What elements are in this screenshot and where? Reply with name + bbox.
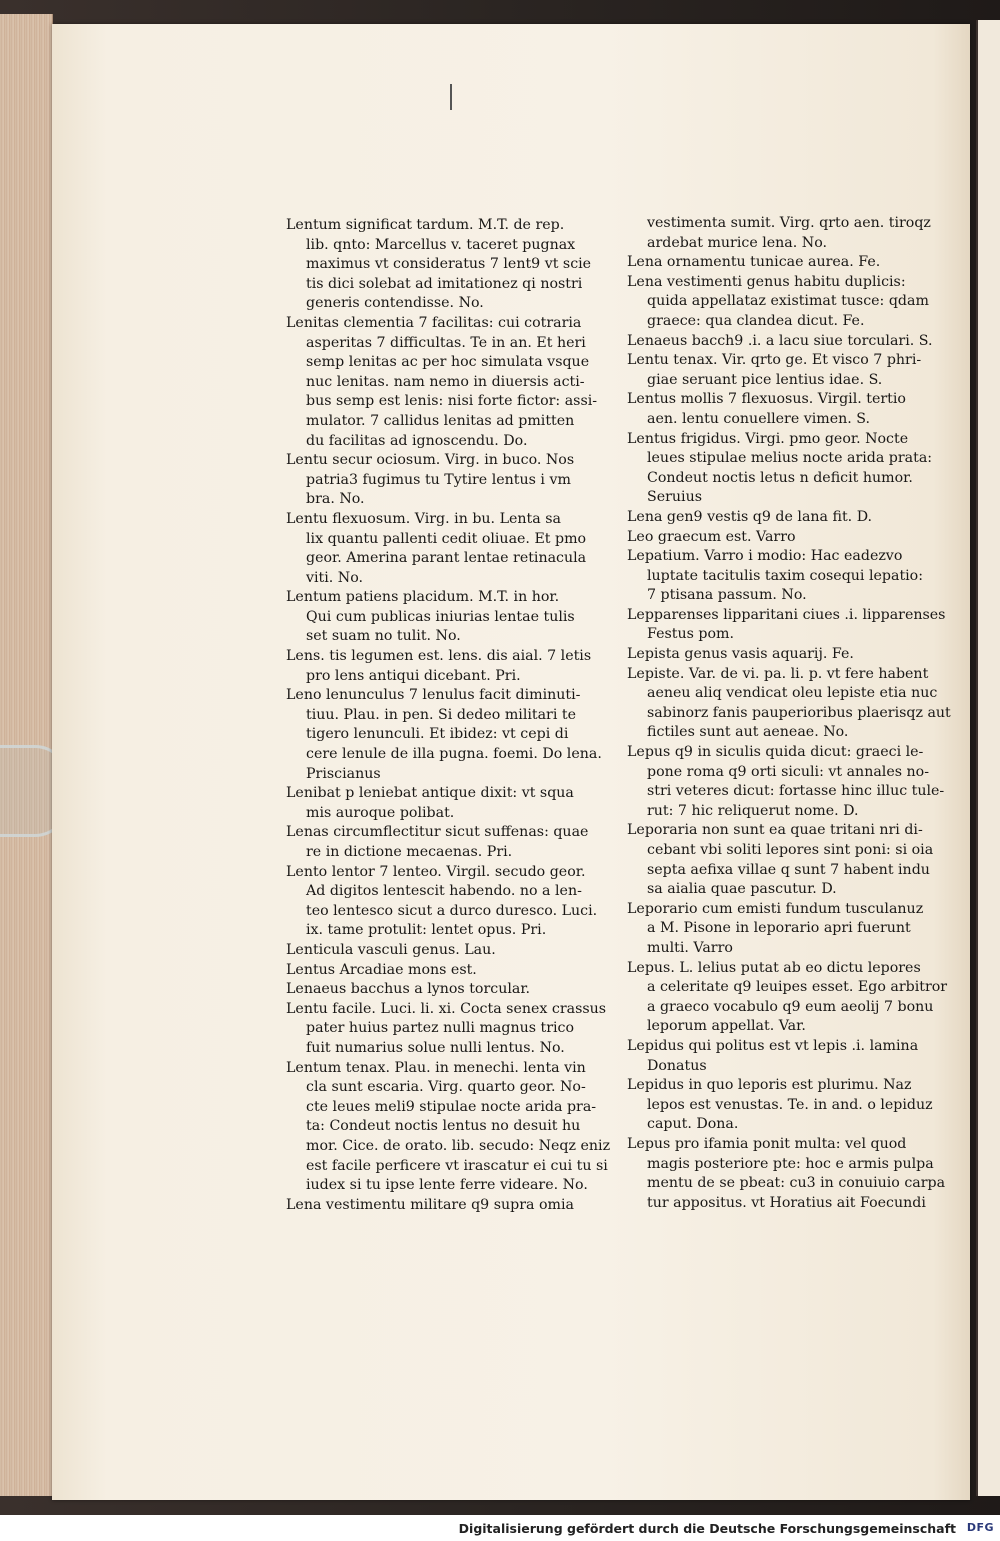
- text-line: Lepatium. Varro i modio: Hac eadezvo: [627, 548, 903, 565]
- text-line: pone roma q9 orti siculi: vt annales no-: [647, 763, 929, 780]
- text-line: Lens. tis legumen est. lens. dis aial. 7 letis: [286, 648, 592, 665]
- text-line: cebant vbi soliti lepores sint poni: si oia: [647, 842, 934, 858]
- text-line: a M. Pisone in leporario apri fuerunt: [647, 920, 911, 937]
- text-line: geor. Amerina parant lentae retinacula: [306, 550, 587, 567]
- adjacent-page-edge: [976, 20, 1000, 1496]
- text-line: Lena gen9 vestis q9 de lana fit. D.: [627, 508, 873, 525]
- text-line: tur appositus. vt Horatius ait Foecundi: [647, 1194, 926, 1211]
- text-line: Lentum significat tardum. M.T. de rep.: [286, 217, 565, 233]
- text-line: stri veteres dicut: fortasse hinc illuc tule-: [647, 783, 945, 800]
- text-line: caput. Dona.: [647, 1116, 739, 1133]
- text-line: Lentum patiens placidum. M.T. in hor.: [286, 589, 560, 606]
- text-line: Ad digitos lentescit habendo. no a len-: [306, 883, 582, 900]
- text-line: iudex si tu ipse lente ferre videare. No.: [306, 1177, 588, 1194]
- text-line: Seruius: [647, 489, 702, 506]
- text-line: patria3 fugimus tu Tytire lentus i vm: [306, 471, 571, 488]
- text-line: Lentus frigidus. Virgi. pmo geor. Nocte: [627, 430, 909, 447]
- text-line: Lepista genus vasis aquarij. Fe.: [627, 646, 854, 663]
- text-line: luptate tacitulis taxim cosequi lepatio:: [647, 567, 923, 584]
- text-line: tis dici solebat ad imitationez qi nostri: [306, 275, 583, 292]
- text-line: maximus vt consideratus 7 lent9 vt scie: [306, 256, 592, 273]
- text-line: lix quantu pallenti cedit oliuae. Et pmo: [306, 530, 587, 547]
- text-line: pro lens antiqui dicebant. Pri.: [306, 667, 521, 684]
- text-line: Lentum tenax. Plau. in menechi. lenta vin: [286, 1059, 586, 1076]
- text-line: graece: qua clandea dicut. Fe.: [647, 312, 865, 329]
- text-line: 7 ptisana passum. No.: [647, 587, 807, 604]
- text-line: fictiles sunt aut aeneae. No.: [647, 724, 849, 741]
- text-line: lepos est venustas. Te. in and. o lepiduz: [647, 1096, 933, 1113]
- text-line: tigero lenunculi. Et ibidez: vt cepi di: [306, 726, 569, 743]
- text-line: leues stipulae melius nocte arida prata:: [647, 450, 933, 467]
- text-line: bus semp est lenis: nisi forte fictor: assi-: [306, 393, 598, 410]
- text-line: mor. Cice. de orato. lib. secudo: Neqz eniz: [306, 1137, 611, 1154]
- text-line: Lentus mollis 7 flexuosus. Virgil. tertio: [627, 391, 906, 408]
- text-line: mis auroque polibat.: [306, 804, 455, 821]
- text-line: vestimenta sumit. Virg. qrto aen. tiroqz: [647, 215, 931, 231]
- text-line: Lentu facile. Luci. li. xi. Cocta senex crassus: [286, 1000, 607, 1017]
- text-line: quida appellataz existimat tusce: qdam: [647, 293, 929, 310]
- text-line: Leno lenunculus 7 lenulus facit diminuti-: [286, 687, 581, 704]
- text-line: Lenaeus bacch9 .i. a lacu siue torculari. S.: [627, 332, 933, 349]
- text-line: ardebat murice lena. No.: [647, 234, 827, 251]
- right-text-column: [627, 214, 967, 1213]
- text-line: Lepus pro ifamia ponit multa: vel quod: [627, 1135, 907, 1152]
- text-line: fuit numarius solue nulli lentus. No.: [306, 1039, 565, 1056]
- text-line: aeneu aliq vendicat oleu lepiste etia nuc: [647, 685, 938, 702]
- text-line: magis posteriore pte: hoc e armis pulpa: [647, 1155, 934, 1172]
- text-line: cere lenule de illa pugna. foemi. Do lena.: [306, 746, 602, 763]
- text-line: multi. Varro: [647, 939, 733, 956]
- text-line: Lentu tenax. Vir. qrto ge. Et visco 7 phri-: [627, 352, 922, 369]
- text-line: cla sunt escaria. Virg. quarto geor. No-: [306, 1079, 586, 1096]
- text-line: Leo graecum est. Varro: [627, 528, 796, 545]
- text-line: est facile perficere vt irascatur ei cui tu si: [306, 1157, 608, 1174]
- text-line: sabinorz fanis pauperioribus plaerisqz aut: [647, 704, 951, 721]
- text-line: ta: Condeut noctis lentus no desuit hu: [306, 1118, 581, 1135]
- dfg-logo: DFG: [966, 1521, 994, 1534]
- text-line: sa aialia quae pascutur. D.: [647, 881, 837, 898]
- text-line: Lentu flexuosum. Virg. in bu. Lenta sa: [286, 510, 561, 527]
- text-line: Lepus q9 in siculis quida dicut: graeci le-: [627, 744, 924, 761]
- text-line: Lepus. L. lelius putat ab eo dictu lepores: [627, 959, 921, 976]
- text-line: viti. No.: [306, 569, 364, 586]
- text-line: generis contendisse. No.: [306, 295, 484, 312]
- left-text-column: [286, 216, 638, 1215]
- text-line: Condeut noctis letus n deficit humor.: [647, 469, 913, 486]
- text-line: Lepidus qui politus est vt lepis .i. lamina: [627, 1037, 919, 1054]
- text-line: Festus pom.: [647, 626, 734, 643]
- text-line: Leporario cum emisti fundum tusculanuz: [627, 900, 924, 917]
- text-line: Leporaria non sunt ea quae tritani nri di-: [627, 822, 923, 839]
- text-line: Lentu secur ociosum. Virg. in buco. Nos: [286, 452, 575, 469]
- text-line: Lenticula vasculi genus. Lau.: [286, 941, 496, 958]
- text-line: mentu de se pbeat: cu3 in conuiuio carpa: [647, 1175, 946, 1192]
- text-line: Lena vestimentu militare q9 supra omia: [286, 1196, 574, 1213]
- text-line: nuc lenitas. nam nemo in diuersis acti-: [306, 373, 585, 390]
- text-line: Lenaeus bacchus a lynos torcular.: [286, 981, 531, 998]
- text-line: Qui cum publicas iniurias lentae tulis: [306, 608, 575, 625]
- text-line: pater huius partez nulli magnus trico: [306, 1020, 575, 1037]
- text-line: teo lentesco sicut a durco duresco. Luci.: [306, 902, 598, 919]
- text-line: mulator. 7 callidus lenitas ad pmitten: [306, 412, 575, 429]
- text-line: Lento lentor 7 lenteo. Virgil. secudo geor.: [286, 863, 586, 880]
- text-line: lib. qnto: Marcellus v. taceret pugnax: [306, 236, 576, 253]
- text-line: Lentus Arcadiae mons est.: [286, 961, 477, 978]
- text-line: Lenas circumflectitur sicut suffenas: quae: [286, 824, 589, 841]
- text-line: du facilitas ad ignoscendu. Do.: [306, 432, 528, 449]
- text-line: bra. No.: [306, 491, 365, 508]
- text-line: semp lenitas ac per hoc simulata vsque: [306, 354, 590, 371]
- text-line: Lenibat p leniebat antique dixit: vt squa: [286, 785, 574, 802]
- text-line: Lena ornamentu tunicae aurea. Fe.: [627, 254, 881, 271]
- footer-credit: Digitalisierung gefördert durch die Deutsche Forschungsgemeinschaft: [458, 1521, 956, 1536]
- text-line: Priscianus: [306, 765, 381, 782]
- text-line: re in dictione mecaenas. Pri.: [306, 844, 513, 860]
- text-line: giae seruant pice lentius idae. S.: [647, 371, 883, 388]
- text-line: set suam no tulit. No.: [306, 628, 461, 645]
- text-line: Lenitas clementia 7 facilitas: cui cotraria: [286, 314, 582, 331]
- text-line: tiuu. Plau. in pen. Si dedeo militari te: [306, 706, 576, 723]
- text-line: rut: 7 hic reliquerut nome. D.: [647, 802, 859, 819]
- text-line: Lena vestimenti genus habitu duplicis:: [627, 273, 906, 290]
- text-line: Donatus: [647, 1057, 707, 1074]
- text-line: a graeco vocabulo q9 eum aeolij 7 bonu: [647, 998, 934, 1015]
- text-line: a celeritate q9 leuipes esset. Ego arbitror: [647, 979, 948, 996]
- text-line: cte leues meli9 stipulae nocte arida pra-: [306, 1098, 597, 1115]
- text-line: asperitas 7 difficultas. Te in an. Et heri: [306, 334, 586, 351]
- text-line: Lepiste. Var. de vi. pa. li. p. vt fere habent: [627, 665, 929, 682]
- digitization-footer: [0, 1515, 1000, 1541]
- book-page: [52, 24, 970, 1500]
- text-line: leporum appellat. Var.: [647, 1018, 806, 1035]
- text-line: Lepparenses lipparitani ciues .i. lipparenses: [627, 606, 946, 623]
- page-mark: [450, 84, 452, 110]
- text-line: aen. lentu conuellere vimen. S.: [647, 410, 871, 427]
- text-line: ix. tame protulit: lentet opus. Pri.: [306, 922, 547, 939]
- text-line: Lepidus in quo leporis est plurimu. Naz: [627, 1077, 912, 1094]
- text-line: septa aefixa villae q sunt 7 habent indu: [647, 861, 930, 878]
